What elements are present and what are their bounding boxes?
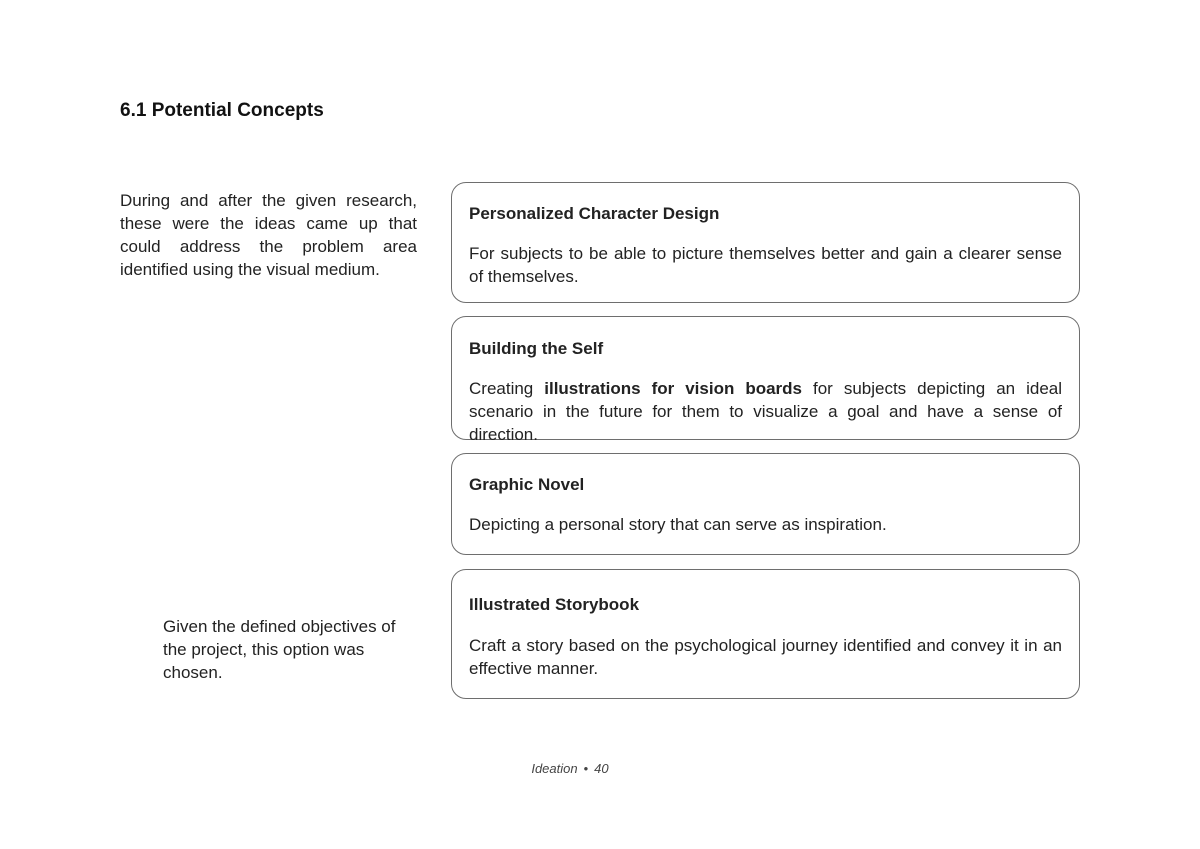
- page-number: 40: [594, 761, 609, 776]
- footer-section-label: Ideation: [531, 761, 578, 776]
- concept-description: For subjects to be able to picture themselves better and gain a clearer sense of themselves.: [469, 244, 1062, 286]
- concept-title: Personalized Character Design: [469, 204, 720, 223]
- concept-description: Craft a story based on the psychological journey identified and convey it in an effective manner.: [469, 636, 1062, 678]
- concept-description: [469, 377, 1062, 446]
- page-footer: [0, 761, 1140, 776]
- concept-description-emphasis: illustrations for vision boards: [544, 379, 803, 398]
- concept-title: Building the Self: [469, 339, 604, 358]
- concept-description: Depicting a personal story that can serve as inspiration.: [469, 515, 887, 534]
- closing-paragraph: Given the defined objectives of the project, this option was chosen.: [163, 617, 396, 682]
- concept-title: Illustrated Storybook: [469, 595, 640, 614]
- intro-paragraph: During and after the given research, these were the ideas came up that could address the problem area identified using the visual medium.: [120, 191, 417, 279]
- concept-description-prefix: Creating: [469, 379, 545, 398]
- concept-description-suffix: for subjects depicting an ideal scenario in the future for them to visualize a goal and have a sense of direction.: [469, 379, 1063, 444]
- page-title: 6.1 Potential Concepts: [120, 100, 324, 121]
- concept-card-personalized-character-design: [451, 182, 1080, 303]
- concept-card-illustrated-storybook: [451, 569, 1080, 699]
- footer-separator: •: [583, 761, 589, 776]
- concept-title: Graphic Novel: [469, 475, 585, 494]
- concept-card-graphic-novel: [451, 453, 1080, 555]
- concept-card-building-the-self: [451, 316, 1080, 444]
